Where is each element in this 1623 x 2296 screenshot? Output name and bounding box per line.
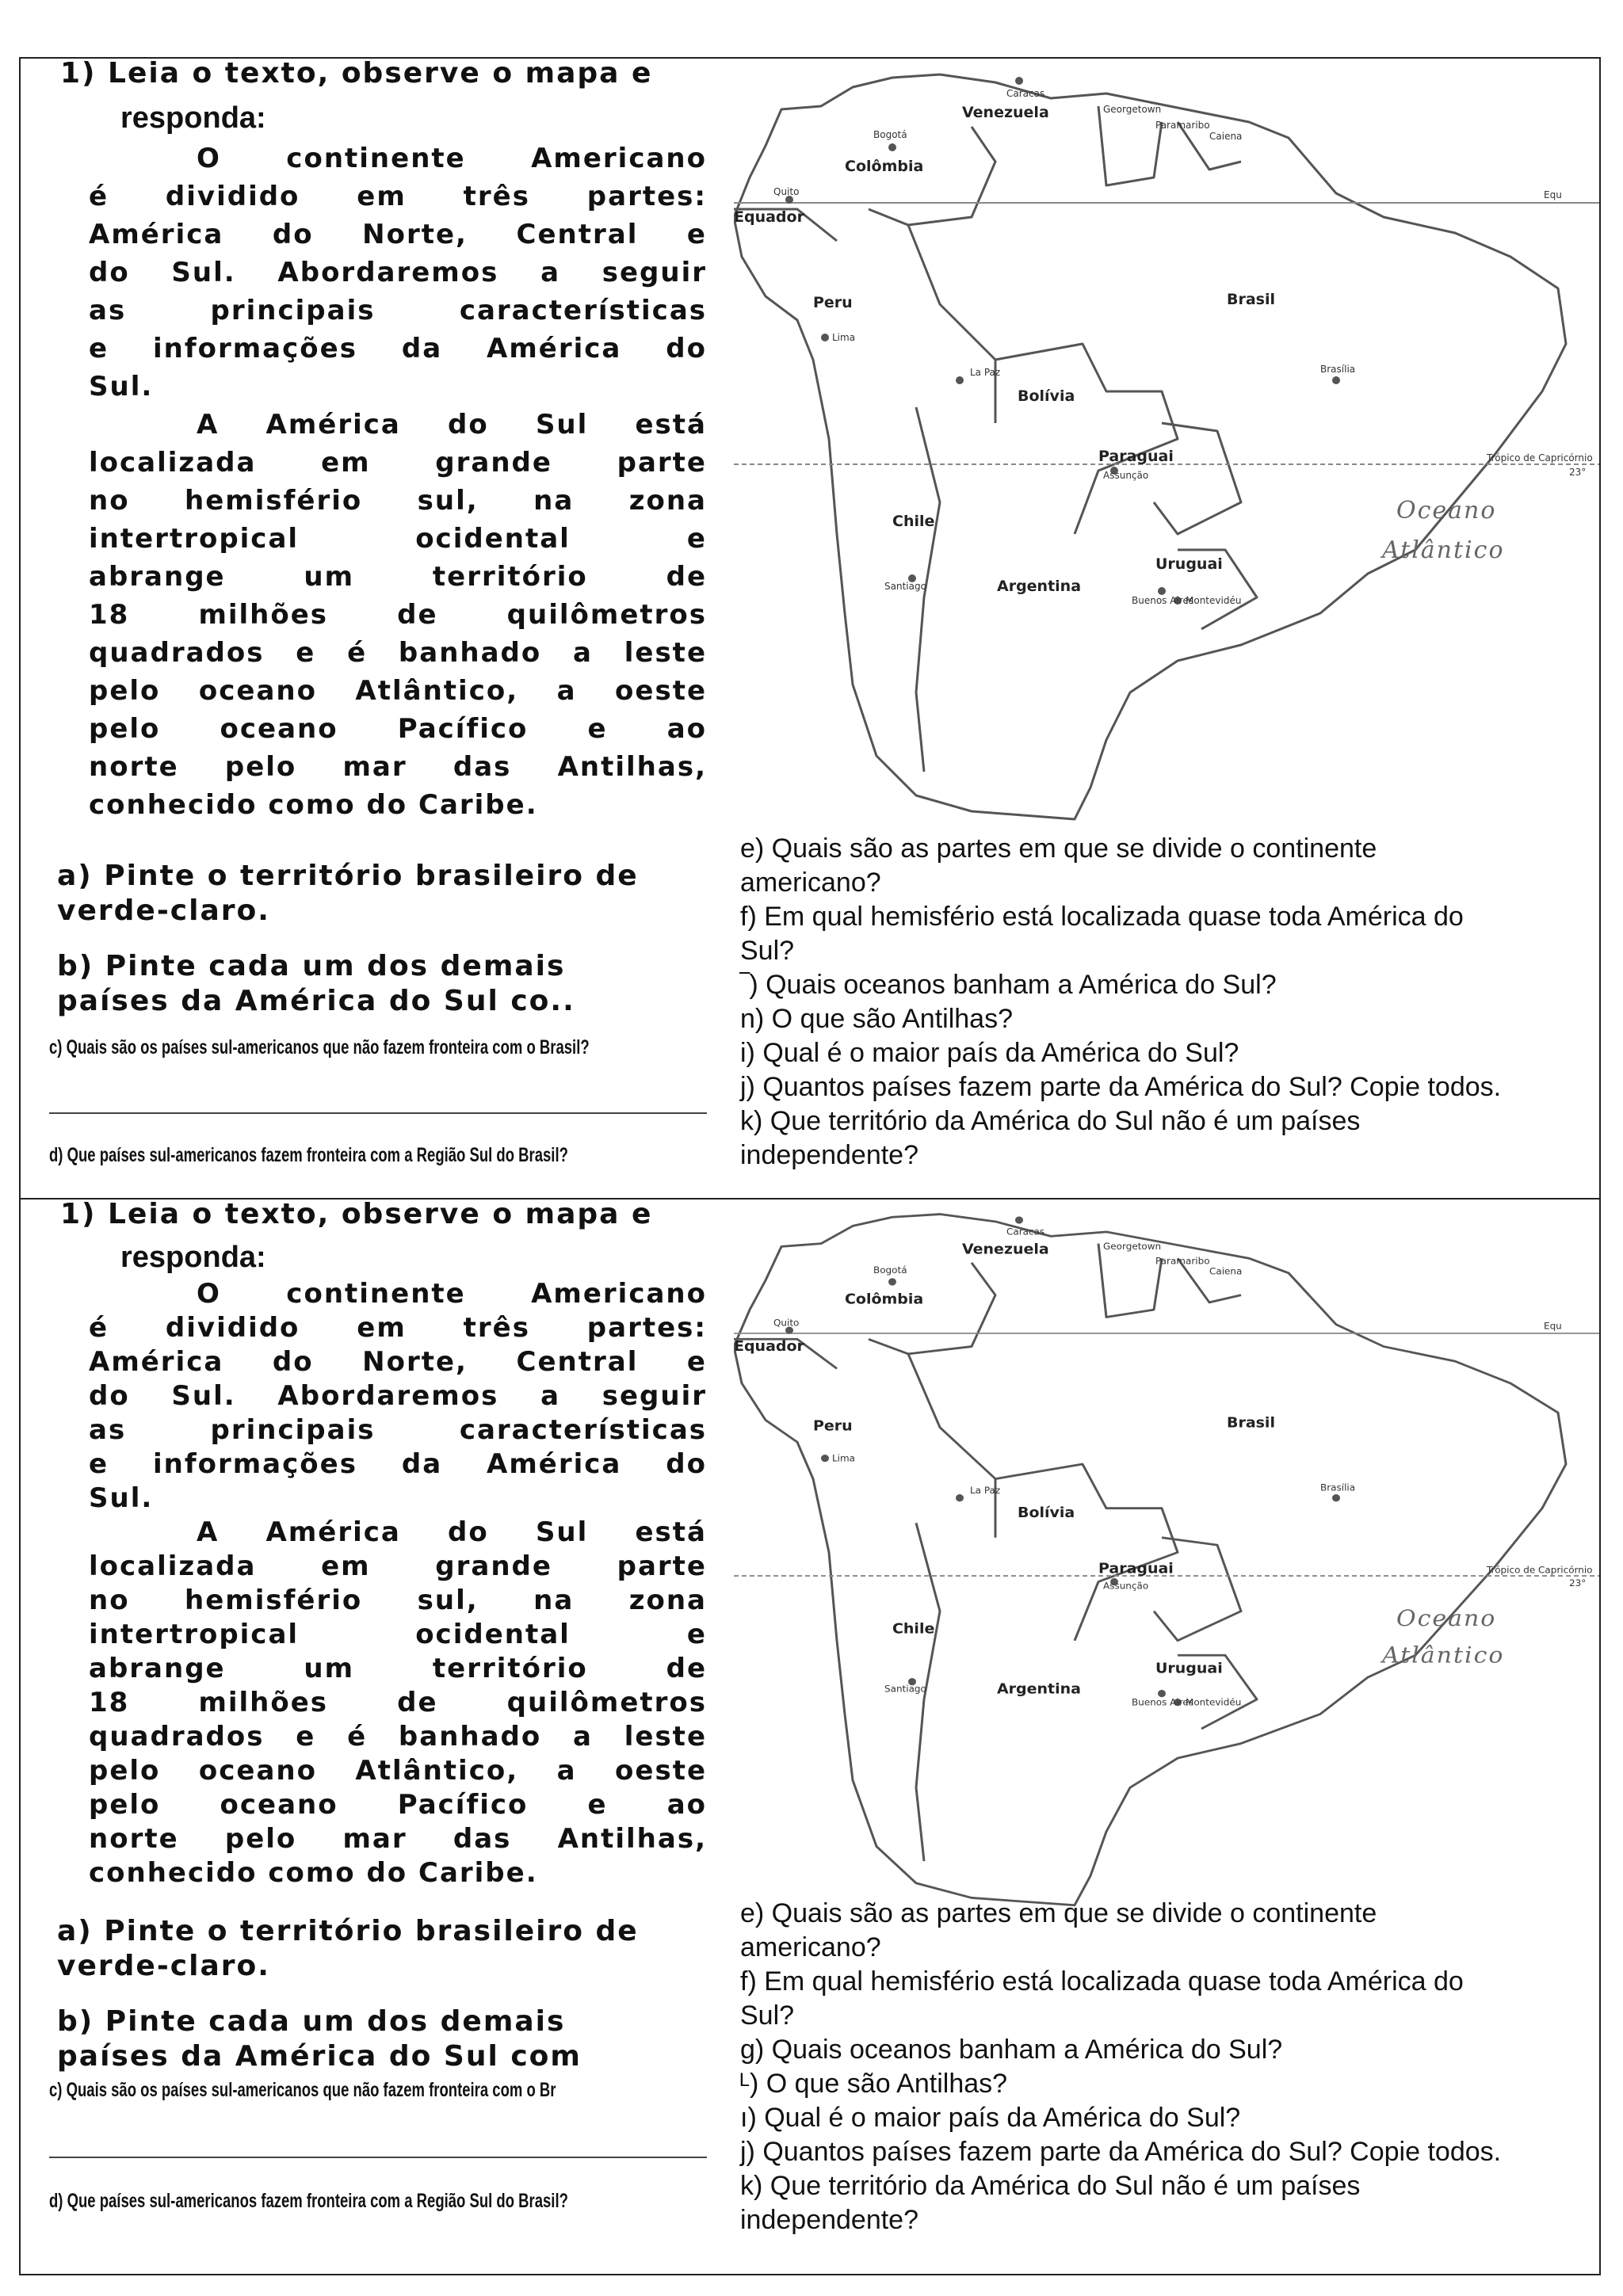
city-marker (1332, 1494, 1340, 1501)
question-line: j) Quantos países fazem parte da América do Sul? Copie todos. (740, 2137, 1502, 2167)
question-line: Sul? (740, 936, 795, 966)
text-column (21, 1199, 718, 2274)
text-line: é dividido em três partes: (89, 1312, 707, 1344)
map-label: Montevidéu (1186, 1696, 1242, 1708)
question-line: Sul? (740, 2000, 795, 2031)
map-label: Chile (892, 513, 935, 530)
text-line: as principais características (89, 1414, 707, 1446)
question-line: n) O que são Antilhas? (740, 1004, 1014, 1034)
map-label: Georgetown (1103, 1241, 1162, 1252)
map-label: Equador (734, 1338, 804, 1355)
exercise-title: 1) Leia o texto, observe o mapa e (60, 1199, 653, 1230)
text-line: localizada em grande parte (89, 447, 707, 479)
text-line: do Sul. Abordaremos a seguir (89, 257, 707, 288)
map-label: Peru (813, 1417, 853, 1435)
map-label: Colômbia (845, 158, 924, 175)
map-label: Buenos Aires (1132, 595, 1194, 606)
item-a-line: a) Pinte o território brasileiro de (57, 860, 639, 892)
map-label: Paraguai (1098, 448, 1174, 465)
city-marker (888, 143, 896, 151)
map-column (734, 1199, 1601, 2274)
text-line: e informações da América do (89, 1448, 707, 1480)
text-column (21, 59, 718, 1199)
map-label: Santiago (884, 581, 926, 592)
text-line: A América do Sul está (197, 409, 707, 441)
map-label: Bogotá (873, 129, 907, 140)
continent-outline (734, 74, 1566, 819)
map-label: Paramaribo (1155, 1256, 1210, 1267)
answer-line[interactable] (49, 1112, 707, 1114)
item-b-line: países da América do Sul com (57, 2040, 582, 2073)
question-line: ı) Qual é o maior país da América do Sul? (740, 2103, 1241, 2133)
south-america-map (734, 1199, 1601, 1913)
intro-text (89, 139, 707, 824)
map-label: Uruguai (1155, 555, 1223, 573)
item-b-line: países da América do Sul co.. (57, 985, 575, 1017)
map-label: Caracas (1006, 1226, 1045, 1238)
map-label: Bolívia (1018, 387, 1075, 405)
map-label: Caracas (1006, 88, 1045, 99)
item-b (57, 949, 707, 1019)
map-label: Assunção (1103, 1581, 1149, 1592)
intro-text (89, 1277, 707, 1890)
map-label: Brasília (1320, 1482, 1356, 1493)
responda-label: responda: (120, 101, 266, 135)
map-label: Montevidéu (1186, 595, 1242, 606)
map-label: Peru (813, 294, 853, 311)
text-line: O continente Americano (197, 1278, 707, 1310)
map-label: La Paz (970, 1485, 1001, 1497)
map-label: La Paz (970, 367, 1001, 378)
map-label: Equ (1544, 1320, 1562, 1332)
item-c: c) Quais são os países sul-americanos que não fazem fronteira com o Brasil? (49, 1036, 590, 1058)
map-label: Equ (1544, 189, 1562, 200)
map-label: Venezuela (962, 104, 1049, 121)
question-line: e) Quais são as partes em que se divide o continente (740, 1898, 1377, 1928)
question-line: f) Em qual hemisfério está localizada quase toda América do (740, 1966, 1464, 1997)
item-b-line: b) Pinte cada um dos demais (57, 2005, 566, 2038)
question-line: g) Quais oceanos banham a América do Sul? (740, 2035, 1283, 2065)
question-line: i) Qual é o maior país da América do Sul? (740, 1038, 1239, 1068)
border (869, 1263, 995, 1354)
border (995, 344, 1178, 534)
city-marker (1158, 1690, 1166, 1697)
map-label: Argentina (997, 578, 1082, 595)
south-america-map (734, 59, 1601, 827)
text-line: 18 milhões de quilômetros (89, 599, 707, 631)
map-label: Brasília (1320, 364, 1356, 375)
map-label: Buenos Aires (1132, 1696, 1194, 1708)
ocean-label: Atlântico (1382, 1642, 1505, 1669)
border (1098, 1244, 1162, 1318)
text-line: conhecido como do Caribe. (89, 789, 538, 821)
text-line: América do Norte, Central e (89, 1346, 707, 1378)
map-label: Assunção (1103, 470, 1149, 481)
text-line: América do Norte, Central e (89, 219, 707, 250)
map-label: Bolívia (1018, 1505, 1075, 1521)
item-a-line: verde-claro. (57, 1950, 270, 1982)
text-line: as principais características (89, 295, 707, 326)
item-c: c) Quais são os países sul-americanos que não fazem fronteira com o Br (49, 2079, 556, 2101)
map-label: Brasil (1227, 1415, 1275, 1432)
text-line: A América do Sul está (197, 1516, 707, 1548)
border (1154, 423, 1241, 534)
text-line: O continente Americano (197, 143, 707, 174)
text-line: localizada em grande parte (89, 1550, 707, 1582)
city-marker (1332, 376, 1340, 384)
worksheet-1 (19, 57, 1601, 1201)
question-line: j) Quantos países fazem parte da América do Sul? Copie todos. (740, 1072, 1502, 1102)
text-line: é dividido em três partes: (89, 181, 707, 212)
map-label: Chile (892, 1621, 935, 1638)
item-a (57, 1914, 707, 1984)
question-line: independente? (740, 2205, 919, 2235)
answer-line[interactable] (49, 2157, 707, 2158)
text-line: intertropical ocidental e (89, 1619, 707, 1650)
worksheet-2 (19, 1198, 1601, 2275)
question-line: k) Que território da América do Sul não é um países (740, 2171, 1361, 2201)
text-line: norte pelo mar das Antilhas, (89, 751, 707, 783)
text-line: Sul. (89, 1482, 154, 1514)
paragraph-2 (89, 1516, 707, 1890)
map-label: Paraguai (1098, 1560, 1174, 1577)
map-label: 23° (1569, 1577, 1587, 1589)
map-label: Caiena (1209, 131, 1243, 142)
paragraph-2 (89, 406, 707, 824)
map-label: Argentina (997, 1681, 1081, 1698)
map-label: 23° (1569, 467, 1587, 478)
map-label: Uruguai (1155, 1661, 1223, 1677)
question-line: e) Quais são as partes em que se divide o continente (740, 833, 1377, 864)
item-d: d) Que países sul-americanos fazem fronteira com a Região Sul do Brasil? (49, 1144, 568, 1166)
text-line: 18 milhões de quilômetros (89, 1687, 707, 1718)
item-a (57, 859, 707, 929)
map-label: Brasil (1227, 291, 1276, 308)
map-label: Caiena (1209, 1266, 1243, 1277)
city-marker (888, 1278, 896, 1285)
map-label: Equador (734, 208, 804, 226)
city-marker (1015, 1216, 1023, 1223)
question-line: k) Que território da América do Sul não é um países (740, 1106, 1361, 1136)
question-line: ‾) Quais oceanos banham a América do Sul? (740, 970, 1277, 1000)
item-b (57, 2004, 707, 2074)
text-line: norte pelo mar das Antilhas, (89, 1823, 707, 1855)
text-line: quadrados e é banhado a leste (89, 637, 707, 669)
map-label: Venezuela (962, 1241, 1049, 1258)
text-line: conhecido como do Caribe. (89, 1857, 538, 1889)
question-line: americano? (740, 868, 881, 898)
responda-label: responda: (120, 1241, 266, 1274)
ocean-label: Atlântico (1382, 536, 1505, 564)
exercise-title: 1) Leia o texto, observe o mapa e (60, 59, 653, 90)
city-marker (821, 334, 829, 341)
item-a-line: verde-claro. (57, 894, 270, 927)
map-column (734, 59, 1601, 1199)
questions-list (740, 832, 1501, 1173)
city-marker (1158, 587, 1166, 595)
text-line: quadrados e é banhado a leste (89, 1721, 707, 1753)
paragraph-1 (89, 1277, 707, 1516)
text-line: pelo oceano Atlântico, a oeste (89, 675, 707, 707)
text-line: abrange um território de (89, 1653, 707, 1684)
map-label: Bogotá (873, 1264, 907, 1276)
item-d: d) Que países sul-americanos fazem fronteira com a Região Sul do Brasil? (49, 2190, 568, 2212)
text-line: no hemisfério sul, na zona (89, 1585, 707, 1616)
text-line: no hemisfério sul, na zona (89, 485, 707, 517)
border (1154, 1538, 1241, 1641)
text-line: Sul. (89, 371, 154, 402)
text-line: pelo oceano Atlântico, a oeste (89, 1755, 707, 1787)
questions-list (740, 1897, 1501, 2237)
city-marker (956, 376, 964, 384)
map-label: Lima (832, 332, 856, 343)
ocean-label: Oceano (1396, 1605, 1497, 1631)
city-marker (956, 1494, 964, 1501)
border (1098, 106, 1162, 185)
question-line: independente? (740, 1140, 919, 1170)
border (995, 1464, 1178, 1641)
text-line: intertropical ocidental e (89, 523, 707, 555)
city-marker (1015, 77, 1023, 85)
border (908, 225, 995, 423)
map-label: Trópico de Capricórnio (1487, 452, 1593, 463)
map-label: Paramaribo (1155, 120, 1210, 131)
city-marker (821, 1455, 829, 1462)
item-a-line: a) Pinte o território brasileiro de (57, 1915, 639, 1947)
map-label: Lima (832, 1452, 856, 1464)
map-label: Colômbia (845, 1291, 924, 1308)
question-line: ᴸ) O que são Antilhas? (740, 2069, 1008, 2099)
continent-outline (734, 1215, 1566, 1905)
text-line: abrange um território de (89, 561, 707, 593)
text-line: pelo oceano Pacífico e ao (89, 1789, 707, 1821)
text-line: e informações da América do (89, 333, 707, 364)
item-b-line: b) Pinte cada um dos demais (57, 950, 566, 982)
question-line: f) Em qual hemisfério está localizada quase toda América do (740, 902, 1464, 932)
map-label: Quito (773, 1318, 800, 1329)
map-label: Trópico de Capricórnio (1487, 1564, 1593, 1576)
ocean-label: Oceano (1396, 497, 1497, 524)
map-label: Georgetown (1103, 104, 1162, 115)
border (908, 1354, 995, 1538)
question-line: americano? (740, 1932, 881, 1962)
map-label: Santiago (884, 1684, 926, 1695)
text-line: pelo oceano Pacífico e ao (89, 713, 707, 745)
paragraph-1 (89, 139, 707, 406)
map-label: Quito (773, 186, 800, 197)
border (869, 127, 995, 225)
text-line: do Sul. Abordaremos a seguir (89, 1380, 707, 1412)
